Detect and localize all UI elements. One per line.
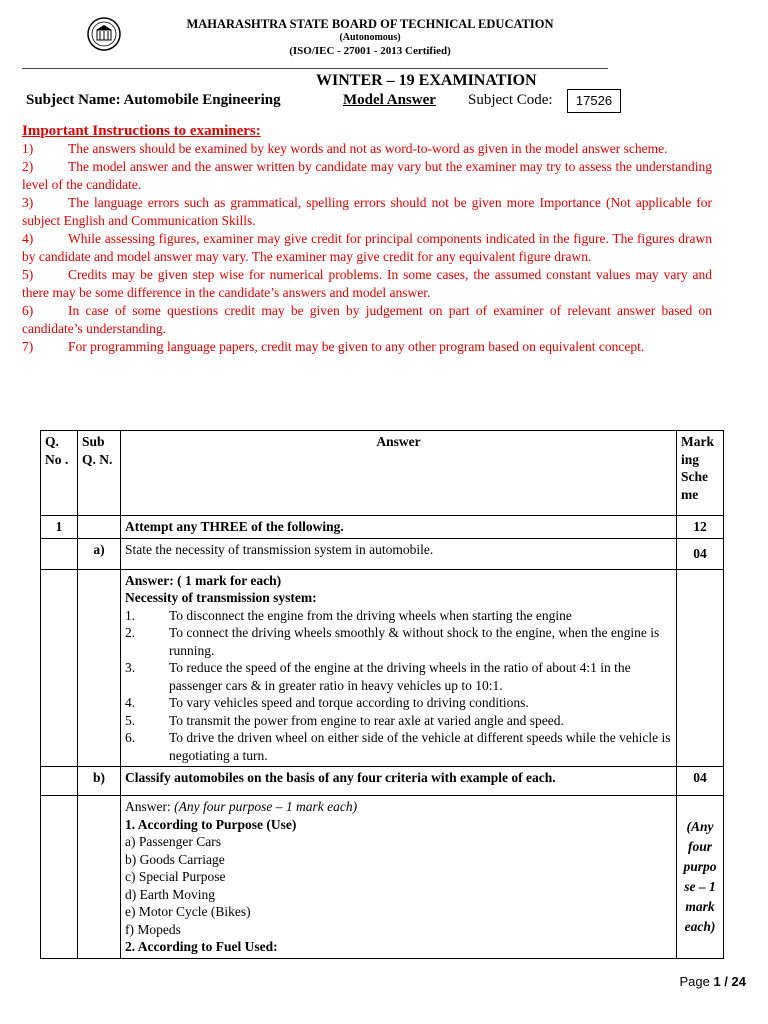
instruction-item: 1) The answers should be examined by key words and not as word-to-word as given in the model answer scheme. <box>22 141 668 156</box>
answer-point: 1. To disconnect the engine from the driving wheels when starting the engine <box>125 607 572 623</box>
answer-point: 4. To vary vehicles speed and torque according to driving conditions. <box>125 695 529 710</box>
answer-item: d) Earth Moving <box>125 886 215 902</box>
empty-cell <box>78 516 121 539</box>
answer-section-title: 2. According to Fuel Used: <box>125 939 278 954</box>
sub-question-number: b) <box>78 767 121 796</box>
table-row <box>41 538 724 569</box>
answer-point: 5. To transmit the power from engine to rear axle at varied angle and speed. <box>125 712 564 728</box>
answer-item: c) Special Purpose <box>125 869 226 884</box>
msbte-logo <box>86 16 122 52</box>
instructions-block <box>22 122 712 356</box>
answer-section-title: 1. According to Purpose (Use) <box>125 816 297 832</box>
answer-cell <box>121 569 677 767</box>
subject-code-label: Subject Code: <box>468 92 553 108</box>
header-marking-scheme: Mark ing Sche me <box>677 431 724 516</box>
answer-item: a) Passenger Cars <box>125 834 221 849</box>
answer-label: Answer: ( 1 mark for each) <box>125 572 282 588</box>
sub-question-number: a) <box>78 538 121 569</box>
table-row <box>41 796 724 959</box>
sub-question-text: State the necessity of transmission system in automobile. <box>121 538 677 569</box>
answer-point: 3. To reduce the speed of the engine at the driving wheels in the ratio of about 4:1 in the passenger cars & in greater ratio in heavy vehicles up to 10:1. <box>125 660 631 693</box>
instruction-item: 6) In case of some questions credit may be given by judgement on part of examiner of relevant answer based on candidate’s understanding. <box>22 303 712 336</box>
answer-table <box>40 430 724 959</box>
subject-name: Subject Name: Automobile Engineering <box>26 92 281 108</box>
instruction-item: 4) While assessing figures, examiner may give credit for principal components indicated in the figure. The figures drawn by candidate and model answer may vary. The examiner may give credit for any equivalent figure drawn. <box>22 231 712 264</box>
marks-cell: 04 <box>677 538 724 569</box>
header-qno: Q. No . <box>41 431 78 516</box>
table-row <box>41 516 724 539</box>
page-number: Page 1 / 24 <box>679 974 746 989</box>
instructions-title: Important Instructions to examiners: <box>22 123 261 139</box>
question-number: 1 <box>41 516 78 539</box>
answer-item: f) Mopeds <box>125 921 181 937</box>
empty-cell <box>41 569 78 767</box>
empty-cell <box>41 796 78 959</box>
sub-question-text: Classify automobiles on the basis of any four criteria with example of each. <box>121 767 677 796</box>
board-name: MAHARASHTRA STATE BOARD OF TECHNICAL EDUCATION <box>186 17 554 31</box>
empty-cell <box>41 538 78 569</box>
marks-cell: 04 <box>677 767 724 796</box>
empty-cell <box>78 796 121 959</box>
table-header-row <box>41 431 724 516</box>
answer-item: e) Motor Cycle (Bikes) <box>125 904 251 919</box>
header-answer: Answer <box>121 431 677 516</box>
empty-cell <box>677 569 724 767</box>
answer-label: Answer: (Any four purpose – 1 mark each) <box>125 799 358 814</box>
header-rule <box>22 68 608 69</box>
subject-code-box: 17526 <box>567 89 621 113</box>
table-row <box>41 767 724 796</box>
instruction-item: 3) The language errors such as grammatical, spelling errors should not be given more Importance (Not applicable for subject English and Communication Skills. <box>22 195 712 228</box>
header-subq: Sub Q. N. <box>78 431 121 516</box>
instruction-item: 5) Credits may be given step wise for numerical problems. In some cases, the assumed constant values may vary and there may be some difference in the candidate’s answers and model answer. <box>22 267 712 300</box>
exam-title: WINTER – 19 EXAMINATION <box>316 72 537 89</box>
answer-point: 2. To connect the driving wheels smoothly & without shock to the engine, when the engine is running. <box>125 625 660 658</box>
model-answer-label: Model Answer <box>343 92 436 108</box>
empty-cell <box>41 767 78 796</box>
question-text: Attempt any THREE of the following. <box>121 516 677 539</box>
instruction-item: 2) The model answer and the answer written by candidate may vary but the examiner may try to assess the understanding level of the candidate. <box>22 159 712 192</box>
answer-point: 6. To drive the driven wheel on either side of the vehicle at different speeds while the vehicle is negotiating a turn. <box>125 730 671 763</box>
answer-title: Necessity of transmission system: <box>125 590 317 605</box>
marks-cell: 12 <box>677 516 724 539</box>
certification-label: (ISO/IEC - 27001 - 2013 Certified) <box>289 45 451 57</box>
marking-note: (Any four purpo se – 1 mark each) <box>677 796 724 959</box>
answer-cell <box>121 796 677 959</box>
empty-cell <box>78 569 121 767</box>
instruction-item: 7) For programming language papers, credit may be given to any other program based on equivalent concept. <box>22 339 645 354</box>
answer-item: b) Goods Carriage <box>125 851 225 867</box>
table-row <box>41 569 724 767</box>
autonomous-label: (Autonomous) <box>339 32 401 43</box>
